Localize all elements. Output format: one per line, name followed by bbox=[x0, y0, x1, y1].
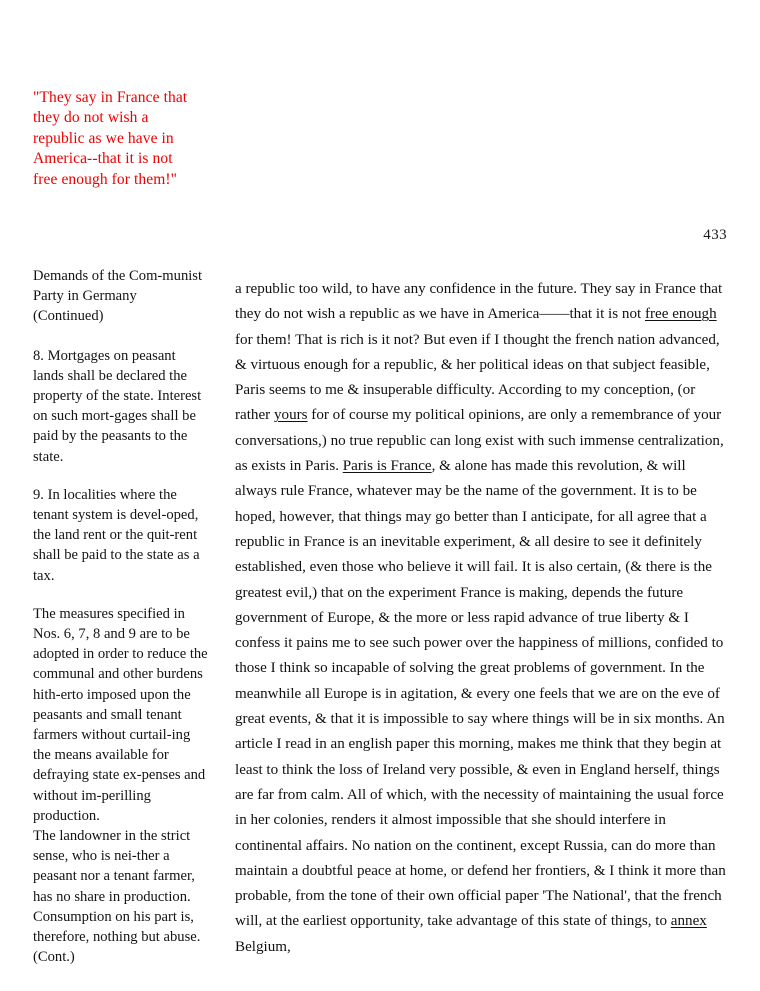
letter-body bbox=[235, 277, 727, 960]
page-number: 433 bbox=[703, 227, 727, 243]
sidebar-item-9: 9. In localities where the tenant system is devel-oped, the land rent or the quit-rent shall be paid to the state as a tax. bbox=[33, 486, 200, 584]
body-segment-2: for them! That is rich is it not? But even if I thought the french nation advanced, & virtuous enough for a republic, & her political ideas on that subject feasible, Paris seems to me & insuperable difficulty. According to my conception, (or rather bbox=[235, 331, 720, 424]
sidebar-item-8: 8. Mortgages on peasant lands shall be declared the property of the state. Interest on such mort-gages shall be paid by the peasants to the state. bbox=[33, 347, 202, 465]
emphasis-paris-is-france: Paris is France bbox=[342, 458, 432, 475]
pull-quote: "They say in France that they do not wish a republic as we have in America--that it is not free enough for them!" bbox=[33, 89, 188, 188]
sidebar-measures-note: The measures specified in Nos. 6, 7, 8 and 9 are to be adopted in order to reduce the communal and other burdens hith-erto imposed upon the peasants and small tenant farmers without curtail-ing the means available for defraying state ex-penses and without im-perilling production. bbox=[33, 605, 208, 824]
emphasis-free-enough: free enough bbox=[644, 306, 717, 323]
main-text-column bbox=[235, 277, 727, 960]
sidebar-heading: Demands of the Com-munist Party in Germany (Continued) bbox=[33, 268, 203, 325]
sidebar-landowner-note: The landowner in the strict sense, who is nei-ther a peasant nor a tenant farmer, has no share in production. Consumption on his part is, therefore, nothing but abuse. (Cont.) bbox=[33, 828, 201, 966]
emphasis-yours: yours bbox=[273, 407, 308, 424]
sidebar-column bbox=[33, 266, 209, 968]
emphasis-annex: annex bbox=[670, 913, 707, 930]
body-segment-1: a republic too wild, to have any confidence in the future. They say in France that they do not wish a republic as we have in America——that it is not bbox=[235, 281, 723, 323]
body-segment-3: for of course my political opinions, are only a remembrance of your conversations,) no true republic can long exist with such immense centralization, as exists in Paris. bbox=[235, 407, 724, 475]
body-segment-4: , & alone has made this revolution, & will always rule France, whatever may be the name of the government. It is to be hoped, however, that things may go better than I anticipate, for all agree that a republic in France is an inevitable experiment, & all desire to see it definitely established, even those who believe it will fail. It is also certain, (& there is the greatest evil,) that on the experiment France is making, depends the future government of Europe, & the more or less rapid advance of true liberty & I confess it pains me to see such power over the happiness of millions, confided to those I think so incapable of solving the great problems of government. In the meanwhile all Europe is in agitation, & every one feels that we are on the eve of great events, & that it is impossible to say where things will be in six months. An article I read in an english paper this morning, makes me think that they begin at least to think the loss of Ireland very possible, & even in England herself, things are far from calm. All of which, with the necessity of maintaining the usual force in her colonies, renders it almost impossible that she should interfere in continental affairs. No nation on the continent, except Russia, can do more than maintain a doubtful peace at home, or defend her frontiers, & I think it more than probable, from the tone of their own official paper 'The National', that the french will, at the earliest opportunity, take advantage of this state of things, to bbox=[235, 458, 726, 930]
body-segment-5: Belgium, bbox=[235, 938, 291, 955]
